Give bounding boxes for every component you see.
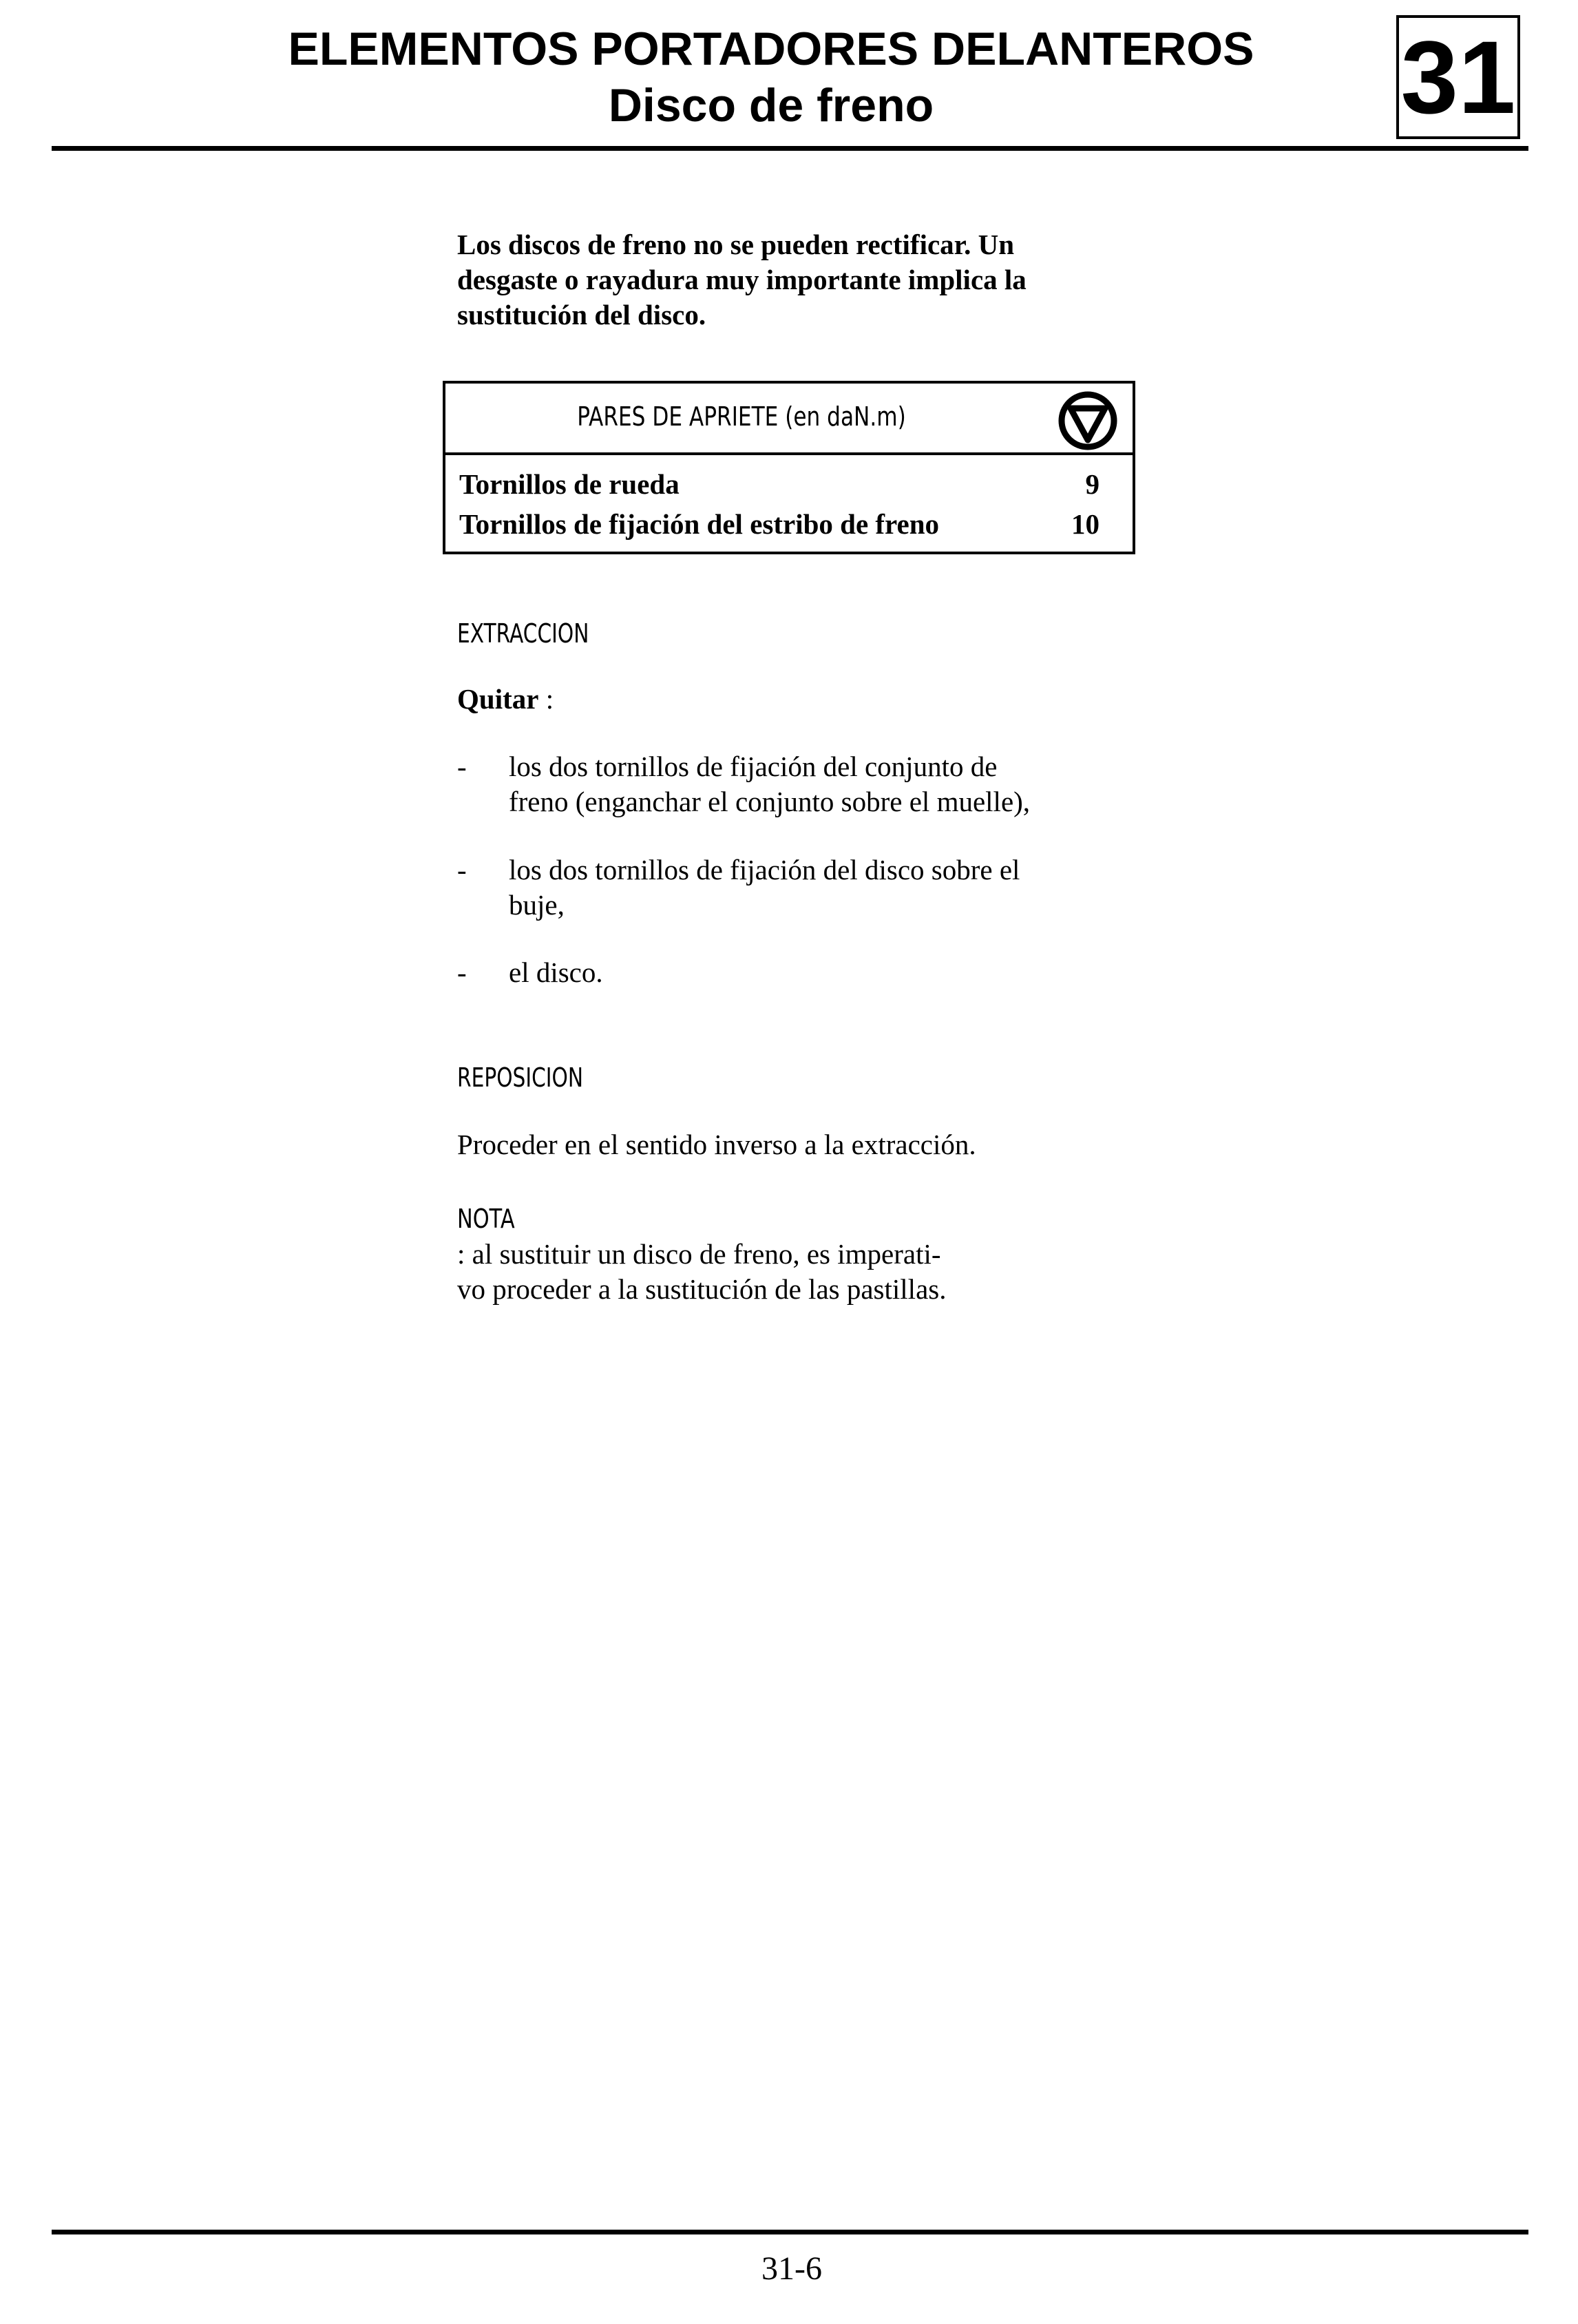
list-dash: -: [457, 956, 467, 988]
list-item-line-1: los dos tornillos de fijación del conjunto de: [509, 751, 998, 782]
header-divider: [52, 146, 1528, 151]
note-line-2: vo proceder a la sustitución de las pastillas.: [457, 1273, 947, 1305]
title-line-2: Disco de freno: [608, 79, 934, 132]
refitting-text: [457, 1127, 1146, 1162]
torque-row-value: 9: [1085, 468, 1100, 500]
remove-label: Quitar: [457, 683, 539, 715]
refitting-note: [457, 1202, 1146, 1307]
remove-colon: :: [538, 683, 554, 715]
refitting-heading: REPOSICION: [457, 1062, 584, 1093]
page-number: 31-6: [761, 2250, 822, 2287]
torque-row-name: Tornillos de rueda: [459, 468, 680, 500]
intro-warning: [457, 227, 1146, 333]
title-line-1: ELEMENTOS PORTADORES DELANTEROS: [288, 23, 1254, 75]
page-title: [83, 21, 1460, 134]
extraction-heading: EXTRACCION: [457, 618, 589, 649]
intro-line-2: desgaste o rayadura muy importante implica la: [457, 264, 1027, 295]
list-item-line-2: buje,: [509, 889, 565, 921]
list-item-line-2: freno (enganchar el conjunto sobre el muelle),: [509, 786, 1031, 817]
footer-divider: [52, 2230, 1528, 2234]
list-dash: -: [457, 751, 467, 782]
list-dash: -: [457, 854, 467, 886]
torque-table-heading: PARES DE APRIETE (en daN.m): [577, 401, 906, 432]
torque-table-header: [445, 384, 1133, 455]
refitting-text-line: Proceder en el sentido inverso a la extracción.: [457, 1129, 976, 1160]
intro-line-3: sustitución del disco.: [457, 299, 706, 331]
list-item-line-1: los dos tornillos de fijación del disco sobre el: [509, 854, 1020, 886]
remove-intro: [457, 682, 1146, 717]
torque-row-name: Tornillos de fijación del estribo de freno: [459, 508, 939, 540]
torque-wrench-triangle-icon: [1057, 390, 1119, 451]
torque-table: [443, 381, 1135, 554]
note-label: NOTA: [457, 1204, 515, 1234]
torque-row-value: 10: [1071, 508, 1100, 540]
list-item-line-1: el disco.: [509, 956, 603, 988]
chapter-number-box: 31: [1396, 15, 1520, 139]
intro-line-1: Los discos de freno no se pueden rectificar. Un: [457, 229, 1015, 260]
note-line-1: : al sustituir un disco de freno, es imperati-: [457, 1238, 941, 1270]
